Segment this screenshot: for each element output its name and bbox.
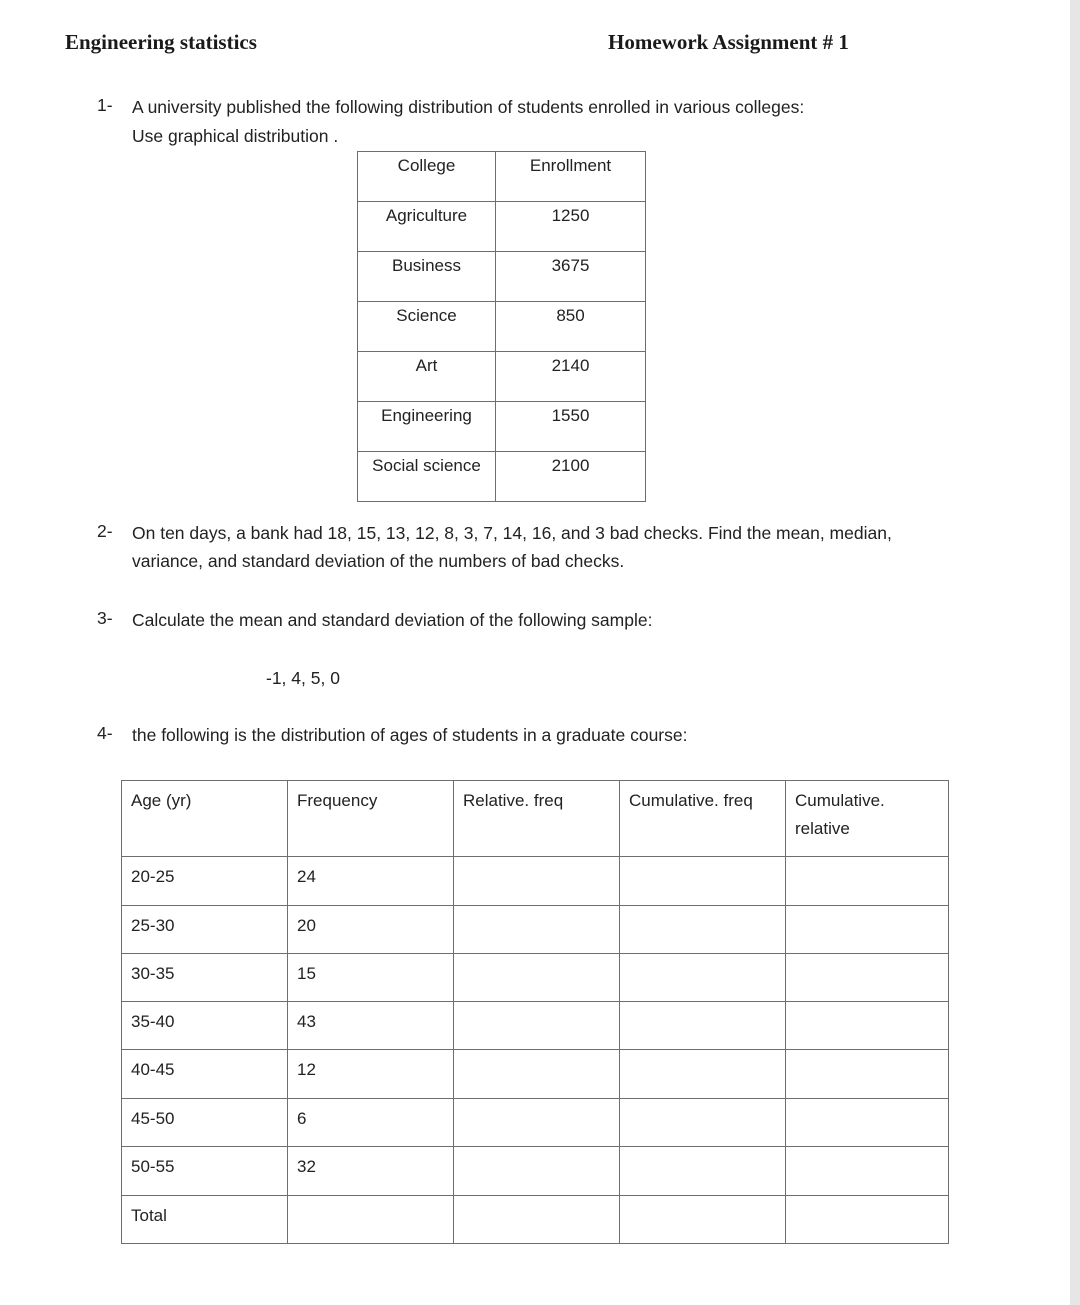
q1-number: 1- (97, 95, 113, 115)
table-row (358, 402, 646, 452)
college-cell: Business (358, 252, 496, 302)
age-cell: 35-40 (122, 1002, 288, 1050)
enrollment-cell: 1550 (496, 402, 646, 452)
table-row (122, 857, 949, 906)
page-edge-shadow (1070, 0, 1080, 1305)
q2-number: 2- (97, 521, 113, 541)
q1-text-line1: A university published the following distribution of students enrolled in various colleges: (132, 97, 805, 117)
age-cell: 50-55 (122, 1147, 288, 1196)
empty-cell (454, 906, 620, 954)
empty-cell (620, 857, 786, 906)
empty-cell (454, 1099, 620, 1147)
frequency-cell (288, 1196, 454, 1244)
assignment-title: Homework Assignment # 1 (608, 30, 849, 54)
table-header-row (358, 152, 646, 202)
table-row (122, 906, 949, 954)
q2-text-line2: variance, and standard deviation of the numbers of bad checks. (132, 551, 625, 571)
empty-cell (786, 857, 949, 906)
enrollment-table (357, 151, 646, 502)
empty-cell (454, 954, 620, 1002)
table-row (122, 1147, 949, 1196)
enrollment-cell: 3675 (496, 252, 646, 302)
empty-cell (786, 954, 949, 1002)
header-enrollment: Enrollment (496, 152, 646, 202)
q4-text-line1: the following is the distribution of ages of students in a graduate course: (132, 725, 688, 745)
empty-cell (786, 1050, 949, 1099)
college-cell: Science (358, 302, 496, 352)
frequency-cell: 15 (288, 954, 454, 1002)
header-relative-freq: Relative. freq (454, 781, 620, 857)
empty-cell (454, 1196, 620, 1244)
college-cell: Art (358, 352, 496, 402)
table-row (122, 954, 949, 1002)
table-row (358, 352, 646, 402)
age-distribution-table (121, 780, 949, 1244)
header-cumulative-relative (786, 781, 949, 857)
age-cell: 30-35 (122, 954, 288, 1002)
empty-cell (620, 1050, 786, 1099)
empty-cell (786, 1147, 949, 1196)
age-cell: 45-50 (122, 1099, 288, 1147)
table-header-row (122, 781, 949, 857)
header-college: College (358, 152, 496, 202)
empty-cell (454, 1147, 620, 1196)
frequency-cell: 32 (288, 1147, 454, 1196)
enrollment-cell: 850 (496, 302, 646, 352)
course-title: Engineering statistics (65, 30, 257, 54)
frequency-cell: 20 (288, 906, 454, 954)
frequency-cell: 24 (288, 857, 454, 906)
college-cell: Social science (358, 452, 496, 502)
enrollment-cell: 2140 (496, 352, 646, 402)
q4-number: 4- (97, 723, 113, 743)
empty-cell (620, 954, 786, 1002)
table-row (122, 1196, 949, 1244)
q3-sample: -1, 4, 5, 0 (266, 668, 340, 688)
q2-text-line1: On ten days, a bank had 18, 15, 13, 12, 8, 3, 7, 14, 16, and 3 bad checks. Find the mean, median, (132, 523, 892, 543)
empty-cell (620, 906, 786, 954)
table-row (358, 202, 646, 252)
frequency-cell: 12 (288, 1050, 454, 1099)
header-cumulative-freq: Cumulative. freq (620, 781, 786, 857)
total-label-cell: Total (122, 1196, 288, 1244)
header-cumulative-line2: relative (795, 819, 850, 838)
empty-cell (786, 1099, 949, 1147)
empty-cell (786, 906, 949, 954)
table-row (122, 1099, 949, 1147)
enrollment-cell: 2100 (496, 452, 646, 502)
q3-number: 3- (97, 608, 113, 628)
empty-cell (454, 1002, 620, 1050)
table-row (358, 302, 646, 352)
empty-cell (454, 1050, 620, 1099)
header-age: Age (yr) (122, 781, 288, 857)
age-cell: 20-25 (122, 857, 288, 906)
frequency-cell: 6 (288, 1099, 454, 1147)
empty-cell (454, 857, 620, 906)
empty-cell (786, 1196, 949, 1244)
header-cumulative-line1: Cumulative. (795, 791, 885, 810)
header-frequency: Frequency (288, 781, 454, 857)
age-cell: 40-45 (122, 1050, 288, 1099)
enrollment-cell: 1250 (496, 202, 646, 252)
empty-cell (620, 1147, 786, 1196)
table-row (358, 452, 646, 502)
age-cell: 25-30 (122, 906, 288, 954)
q1-text-line2: Use graphical distribution . (132, 126, 339, 146)
table-row (122, 1002, 949, 1050)
frequency-cell: 43 (288, 1002, 454, 1050)
empty-cell (786, 1002, 949, 1050)
empty-cell (620, 1099, 786, 1147)
empty-cell (620, 1196, 786, 1244)
q3-text-line1: Calculate the mean and standard deviation of the following sample: (132, 610, 653, 630)
table-row (358, 252, 646, 302)
empty-cell (620, 1002, 786, 1050)
college-cell: Agriculture (358, 202, 496, 252)
college-cell: Engineering (358, 402, 496, 452)
table-row (122, 1050, 949, 1099)
